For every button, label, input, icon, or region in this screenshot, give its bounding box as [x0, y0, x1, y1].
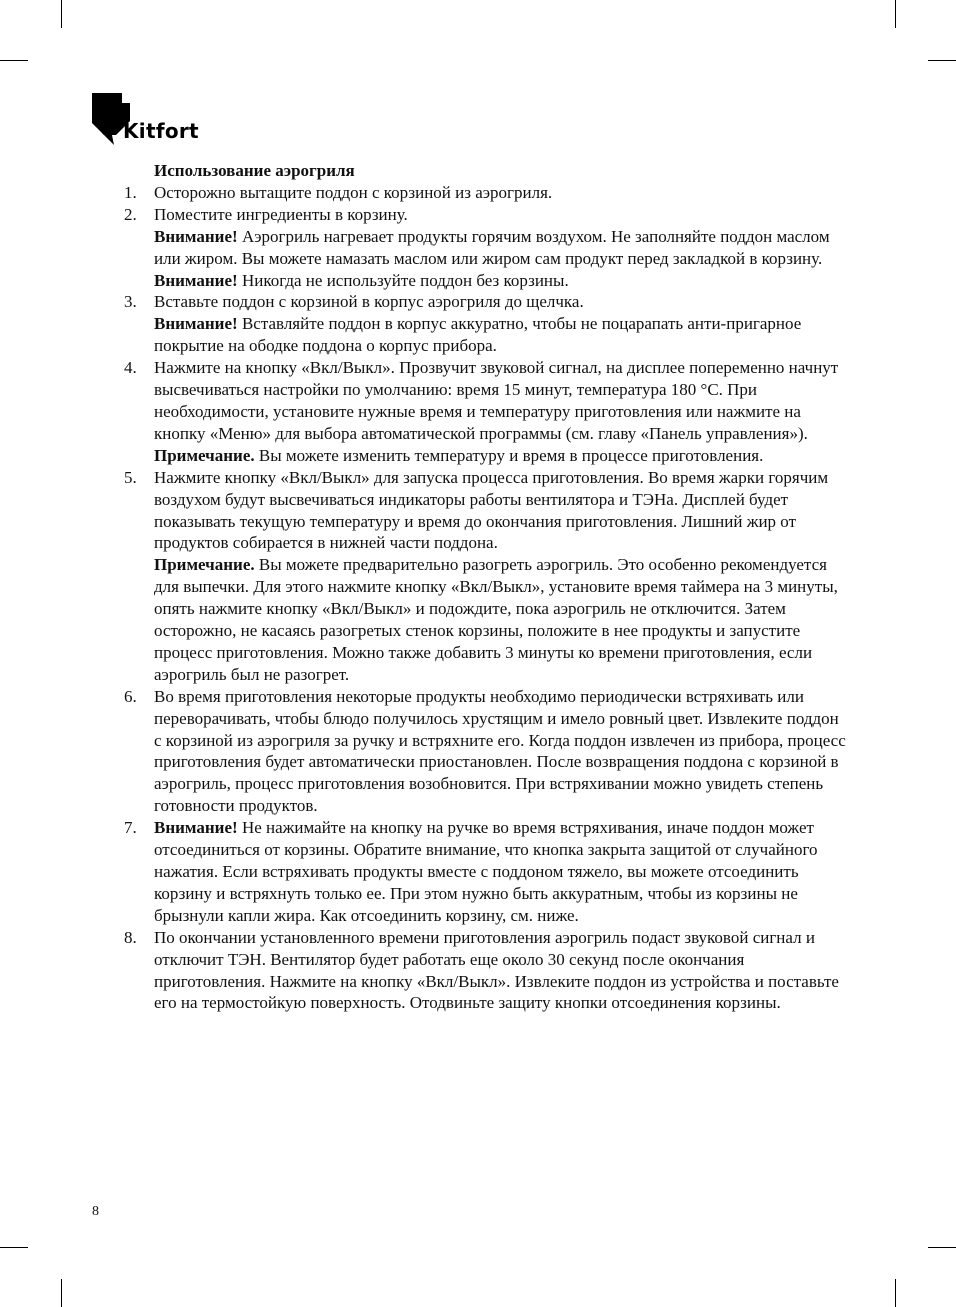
list-item [122, 182, 846, 204]
note-text: Вы можете изменить температуру и время в процессе приготовления. [254, 445, 764, 465]
warning-note [122, 270, 846, 292]
crop-mark-bottom-left [61, 1279, 62, 1307]
list-item [122, 817, 846, 927]
crop-mark-left-bottom [0, 1247, 28, 1248]
item-number: 2. [124, 204, 137, 224]
list-item [122, 467, 846, 555]
item-text: По окончании установленного времени приготовления аэрогриль подаст звуковой сигнал и отключит ТЭН. Вентилятор будет работать еще около 30 секунд после окончания приготовления. Нажмите на кнопку «Вкл/Выкл». Извлеките поддон из устройства и поставьте его на термостойкую поверхность. Отодвиньте защиту кнопки отсоединения корзины. [154, 927, 839, 1013]
page-number: 8 [92, 1204, 99, 1219]
warning-note [122, 313, 846, 357]
note-text: Никогда не используйте поддон без корзины. [237, 270, 569, 290]
item-text: Нажмите на кнопку «Вкл/Выкл». Прозвучит звуковой сигнал, на дисплее попеременно начнут высвечиваться настройки по умолчанию: время 15 минут, температура 180 °С. При необходимости, установите нужные время и температуру приготовления или нажмите на кнопку «Меню» для выбора автоматической программы (см. главу «Панель управления»). [154, 358, 839, 443]
crop-mark-top-left [61, 0, 62, 28]
remark-label: Примечание. [154, 555, 255, 575]
item-text: Нажмите кнопку «Вкл/Выкл» для запуска процесса приготовления. Во время жарки горячим воздухом будут высвечиваться индикаторы работы вентилятора и ТЭНа. Дисплей будет показывать текущую температуру и время до окончания приготовления. Лишний жир от продуктов собирается в нижней части поддона. [154, 467, 829, 553]
crop-mark-top-right [895, 0, 896, 28]
item-text: Вставьте поддон с корзиной в корпус аэрогриля до щелчка. [154, 292, 584, 312]
item-number: 7. [124, 818, 137, 838]
item-number: 5. [124, 467, 137, 487]
list-item [122, 291, 846, 313]
section-heading: Использование аэрогриля [154, 161, 355, 180]
warning-label: Внимание! [154, 818, 238, 838]
remark-label: Примечание. [154, 445, 255, 465]
instruction-list [122, 182, 846, 1014]
list-item [122, 357, 846, 445]
brand-logo [92, 93, 212, 149]
crop-mark-right-top [928, 60, 956, 61]
note-text: Аэрогриль нагревает продукты горячим воздухом. Не заполняйте поддон маслом или жиром. Вы можете намазать маслом или жиром сам продукт перед закладкой в корзину. [154, 226, 830, 268]
warning-label: Внимание! [154, 314, 238, 334]
crop-mark-left-top [0, 60, 28, 61]
item-text: Не нажимайте на кнопку на ручке во время встряхивания, иначе поддон может отсоединиться от корзины. Обратите внимание, что кнопка закрыта защитой от случайного нажатия. Если встряхивать продукты вместе с поддоном тяжело, вы можете отсоединить корзину и встряхнуть только ее. При этом нужно быть аккуратным, чтобы из корзины не брызнули капли жира. Как отсоединить корзину, см. ниже. [154, 818, 818, 925]
warning-note [122, 226, 846, 270]
item-number: 3. [124, 292, 137, 312]
note-text: Вставляйте поддон в корпус аккуратно, чтобы не поцарапать анти-пригарное покрытие на ободке поддона о корпус прибора. [154, 314, 802, 356]
list-item [122, 927, 846, 1015]
item-number: 4. [124, 358, 137, 378]
item-number: 6. [124, 686, 137, 706]
brand-name: Kitfort [123, 119, 199, 143]
document-body [122, 160, 846, 1014]
item-text: Поместите ингредиенты в корзину. [154, 204, 408, 224]
item-number: 8. [124, 927, 137, 947]
list-item [122, 204, 846, 226]
list-item [122, 686, 846, 817]
remark-note [122, 554, 846, 685]
crop-mark-bottom-right [895, 1279, 896, 1307]
item-number: 1. [124, 182, 137, 202]
remark-note [122, 445, 846, 467]
item-text: Во время приготовления некоторые продукты необходимо периодически встряхивать или переворачивать, чтобы блюдо получилось хрустящим и имело ровный цвет. Извлеките поддон с корзиной из аэрогриля за ручку и встряхните его. Когда поддон извлечен из прибора, процесс приготовления будет автоматически приостановлен. После возвращения поддона с корзиной в аэрогриль, процесс приготовления возобновится. При встряхивании можно увидеть степень готовности продуктов. [154, 686, 846, 816]
warning-label: Внимание! [154, 226, 238, 246]
note-text: Вы можете предварительно разогреть аэрогриль. Это особенно рекомендуется для выпечки. Для этого нажмите кнопку «Вкл/Выкл», установите время таймера на 3 минуты, опять нажмите кнопку «Вкл/Выкл» и подождите, пока аэрогриль не отключится. Затем осторожно, не касаясь разогретых стенок корзины, положите в нее продукты и запустите процесс приготовления. Можно также добавить 3 минуты ко времени приготовления, если аэрогриль был не разогрет. [154, 555, 838, 684]
item-text: Осторожно вытащите поддон с корзиной из аэрогриля. [154, 182, 553, 202]
crop-mark-right-bottom [928, 1247, 956, 1248]
warning-label: Внимание! [154, 270, 238, 290]
